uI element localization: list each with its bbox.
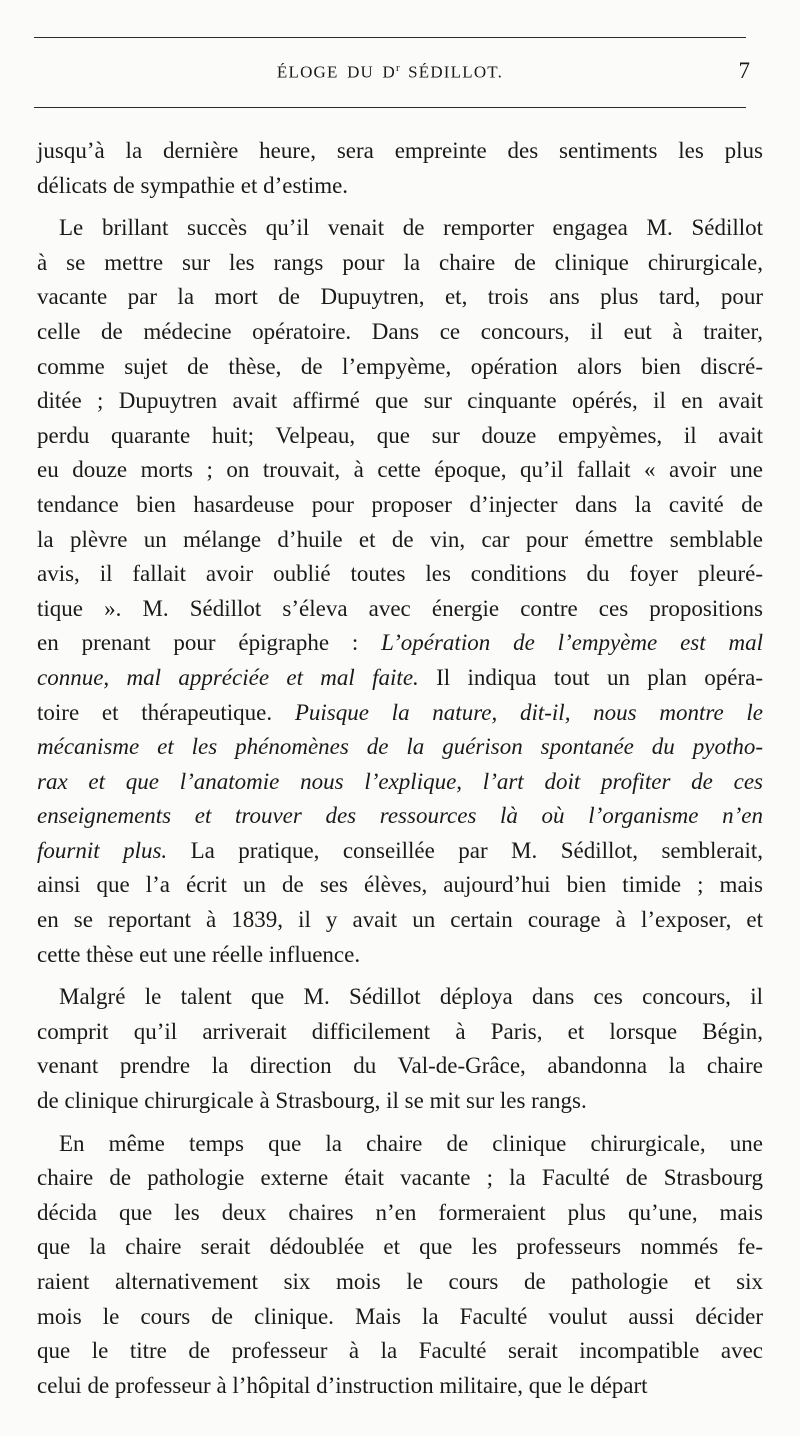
text-run: avis, il fallait avoir oublié toutes les conditions du foyer pleuré- bbox=[37, 561, 763, 587]
text-line bbox=[37, 765, 763, 800]
text-line bbox=[37, 696, 763, 731]
text-run: celle de médecine opératoire. Dans ce concours, il eut à traiter, bbox=[37, 318, 763, 344]
text-line bbox=[37, 419, 763, 454]
text-line bbox=[37, 453, 763, 488]
text-run: tique ». M. Sédillot s’éleva avec énergie contre ces propositions bbox=[37, 595, 763, 621]
text-line bbox=[37, 980, 763, 1015]
text-line bbox=[37, 350, 763, 385]
text-line bbox=[37, 1127, 763, 1162]
text-line bbox=[37, 903, 763, 938]
paragraph bbox=[37, 134, 763, 203]
paragraph bbox=[37, 980, 763, 1118]
text-run: en prenant pour épigraphe : bbox=[37, 630, 382, 656]
text-run: que le titre de professeur à la Faculté serait incompatible avec bbox=[37, 1338, 763, 1364]
text-line bbox=[37, 592, 763, 627]
italic-text-run: Puisque la nature, dit-il, nous montre le bbox=[294, 699, 763, 725]
text-line bbox=[37, 246, 763, 281]
page-number: 7 bbox=[738, 58, 750, 83]
text-line bbox=[37, 523, 763, 558]
text-run: ainsi que l’a écrit un de ses élèves, aujourd’hui bien timide ; mais bbox=[37, 872, 763, 898]
paragraph bbox=[37, 211, 763, 972]
text-run: eu douze morts ; on trouvait, à cette époque, qu’il fallait « avoir une bbox=[37, 457, 763, 483]
text-run: cette thèse eut une réelle influence. bbox=[37, 941, 361, 967]
italic-text-run: rax et que l’anatomie nous l’explique, l’art doit profiter de ces bbox=[37, 768, 763, 794]
text-run: mois le cours de clinique. Mais la Faculté voulut aussi décider bbox=[37, 1303, 763, 1329]
running-title-prefix: ÉLOGE DU D bbox=[276, 62, 396, 82]
italic-text-run: fournit plus. bbox=[37, 837, 168, 863]
running-title-superscript: r bbox=[395, 62, 400, 74]
text-line bbox=[37, 661, 763, 696]
text-run: délicats de sympathie et d’estime. bbox=[37, 172, 349, 198]
text-line bbox=[37, 834, 763, 869]
italic-text-run: L’opération de l’empyème est mal bbox=[381, 630, 763, 656]
text-run: comprit qu’il arriverait difficilement à Paris, et lorsque Bégin, bbox=[37, 1018, 763, 1044]
running-head bbox=[34, 58, 750, 88]
text-run: raient alternativement six mois le cours de pathologie et six bbox=[37, 1269, 763, 1294]
text-line bbox=[37, 134, 763, 169]
text-run: En même temps que la chaire de clinique chirurgicale, une bbox=[59, 1130, 763, 1156]
text-run: décida que les deux chaires n’en formeraient plus qu’une, mais bbox=[37, 1199, 763, 1225]
header-bottom-rule bbox=[34, 107, 746, 108]
text-line bbox=[37, 280, 763, 315]
text-run: celui de professeur à l’hôpital d’instruction militaire, que le départ bbox=[37, 1372, 648, 1398]
text-line bbox=[37, 1334, 763, 1369]
running-title bbox=[34, 62, 746, 83]
text-run: vacante par la mort de Dupuytren, et, trois ans plus tard, pour bbox=[37, 284, 763, 310]
text-line bbox=[37, 938, 763, 973]
body-text bbox=[37, 134, 763, 1411]
text-run: Le brillant succès qu’il venait de remporter engagea M. Sédillot bbox=[59, 215, 763, 241]
text-line bbox=[37, 1369, 763, 1404]
text-run: de clinique chirurgicale à Strasbourg, il se mit sur les rangs. bbox=[37, 1088, 587, 1114]
text-line bbox=[37, 211, 763, 246]
header-top-rule bbox=[34, 37, 746, 38]
text-line bbox=[37, 868, 763, 903]
text-run: la plèvre un mélange d’huile et de vin, car pour émettre semblable bbox=[37, 526, 763, 552]
text-line bbox=[37, 1196, 763, 1231]
text-line bbox=[37, 730, 763, 765]
text-run: que la chaire serait dédoublée et que les professeurs nommés fe- bbox=[37, 1234, 763, 1260]
text-run: perdu quarante huit; Velpeau, que sur douze empyèmes, il avait bbox=[37, 422, 763, 448]
italic-text-run: enseignements et trouver des ressources là où l’organisme n’en bbox=[37, 803, 763, 829]
text-line bbox=[37, 1161, 763, 1196]
text-run: Il indiqua tout un plan opéra- bbox=[418, 664, 763, 690]
text-line bbox=[37, 799, 763, 834]
running-title-suffix: SÉDILLOT. bbox=[399, 62, 504, 82]
text-run: ditée ; Dupuytren avait affirmé que sur cinquante opérés, il en avait bbox=[37, 388, 763, 414]
text-line bbox=[37, 1300, 763, 1335]
text-run: La pratique, conseillée par M. Sédillot, semblerait, bbox=[167, 837, 763, 863]
text-run: en se reportant à 1839, il y avait un certain courage à l’exposer, et bbox=[37, 907, 763, 933]
text-line bbox=[37, 315, 763, 350]
text-line bbox=[37, 1049, 763, 1084]
text-line bbox=[37, 1265, 763, 1300]
text-run: chaire de pathologie externe était vacante ; la Faculté de Strasbourg bbox=[37, 1165, 763, 1191]
text-run: jusqu’à la dernière heure, sera empreinte des sentiments les plus bbox=[37, 138, 763, 163]
text-run: comme sujet de thèse, de l’empyème, opération alors bien discré- bbox=[37, 353, 763, 379]
text-line bbox=[37, 169, 763, 204]
text-line bbox=[37, 384, 763, 419]
text-run: toire et thérapeutique. bbox=[37, 699, 295, 725]
text-line bbox=[37, 1230, 763, 1265]
text-line bbox=[37, 1084, 763, 1119]
text-line bbox=[37, 557, 763, 592]
text-line bbox=[37, 626, 763, 661]
italic-text-run: connue, mal appréciée et mal faite. bbox=[37, 664, 419, 690]
text-run: tendance bien hasardeuse pour proposer d’injecter dans la cavité de bbox=[37, 491, 763, 517]
text-run: à se mettre sur les rangs pour la chaire de clinique chirurgicale, bbox=[37, 249, 763, 275]
text-line bbox=[37, 488, 763, 523]
paragraph bbox=[37, 1127, 763, 1404]
italic-text-run: mécanisme et les phénomènes de la guérison spontanée du pyotho- bbox=[37, 734, 763, 760]
text-run: Malgré le talent que M. Sédillot déploya dans ces concours, il bbox=[59, 984, 763, 1010]
text-line bbox=[37, 1015, 763, 1050]
text-run: venant prendre la direction du Val-de-Grâce, abandonna la chaire bbox=[37, 1053, 763, 1079]
